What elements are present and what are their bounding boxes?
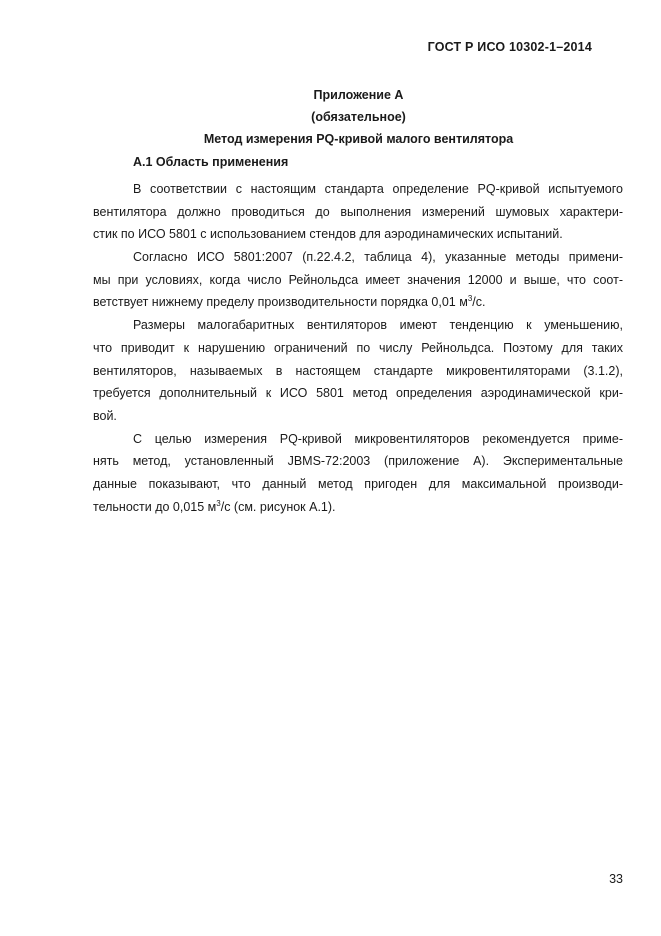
- appendix-title-block: [0, 87, 661, 153]
- paragraph-4-line-4-end: /с (см. рисунок А.1).: [220, 499, 336, 514]
- paragraph-3-line-5: вой.: [93, 408, 117, 423]
- paragraph-3-line-4: требуется дополнительный к ИСО 5801 метод определения аэродинамической кри-: [93, 386, 623, 401]
- paragraph-3-line-1: Размеры малогабаритных вентиляторов имеют тенденцию к уменьшению,: [133, 318, 623, 333]
- paragraph-3-line-2: что приводит к нарушению ограничений по числу Рейнольдса. Поэтому для таких: [93, 340, 623, 355]
- paragraph-2-exponent: 3: [467, 294, 473, 304]
- appendix-status: (обязательное): [311, 110, 406, 124]
- paragraph-1-line-1: В соответствии с настоящим стандарта определение PQ-кривой испытуемого: [133, 182, 623, 196]
- appendix-subtitle: Метод измерения PQ-кривой малого вентилятора: [203, 132, 514, 146]
- paragraph-2-line-3-end: /с.: [472, 295, 486, 310]
- paragraph-2-line-1: Согласно ИСО 5801:2007 (п.22.4.2, таблица 4), указанные методы примени-: [133, 250, 623, 265]
- paragraph-2-line-2: мы при условиях, когда число Рейнольдса имеет значения 12000 и выше, что соот-: [93, 272, 623, 287]
- paragraph-4-exponent: 3: [216, 498, 221, 508]
- section-heading: А.1 Область применения: [133, 155, 289, 169]
- page-number: 33: [609, 872, 623, 886]
- paragraph-1-line-2: вентилятора должно проводиться до выполнения измерений шумовых характери-: [93, 204, 623, 219]
- paragraph-4-line-2: нять метод, установленный JBMS-72:2003 (приложение А). Экспериментальные: [93, 454, 623, 469]
- paragraph-2-line-3: [93, 291, 623, 314]
- paragraph-1-line-3: стик по ИСО 5801 с использованием стендов для аэродинамических испытаний.: [93, 227, 563, 242]
- paragraph-4-line-1: С целью измерения PQ-кривой микровентиляторов рекомендуется приме-: [133, 431, 623, 446]
- standard-designation: ГОСТ Р ИСО 10302-1–2014: [427, 40, 592, 54]
- body-text: [93, 178, 623, 518]
- paragraph-4-line-4: [93, 496, 623, 519]
- appendix-title: Приложение А: [313, 88, 404, 102]
- paragraph-2-line-3-text: ветствует нижнему пределу производительности порядка 0,01 м: [93, 295, 468, 310]
- paragraph-3-line-3: вентиляторов, называемых в настоящем стандарте микровентиляторами (3.1.2),: [93, 363, 623, 378]
- paragraph-4-line-3: данные показывают, что данный метод пригоден для максимальной производи-: [93, 476, 623, 491]
- paragraph-4-line-4-text: тельности до 0,015 м: [93, 499, 217, 514]
